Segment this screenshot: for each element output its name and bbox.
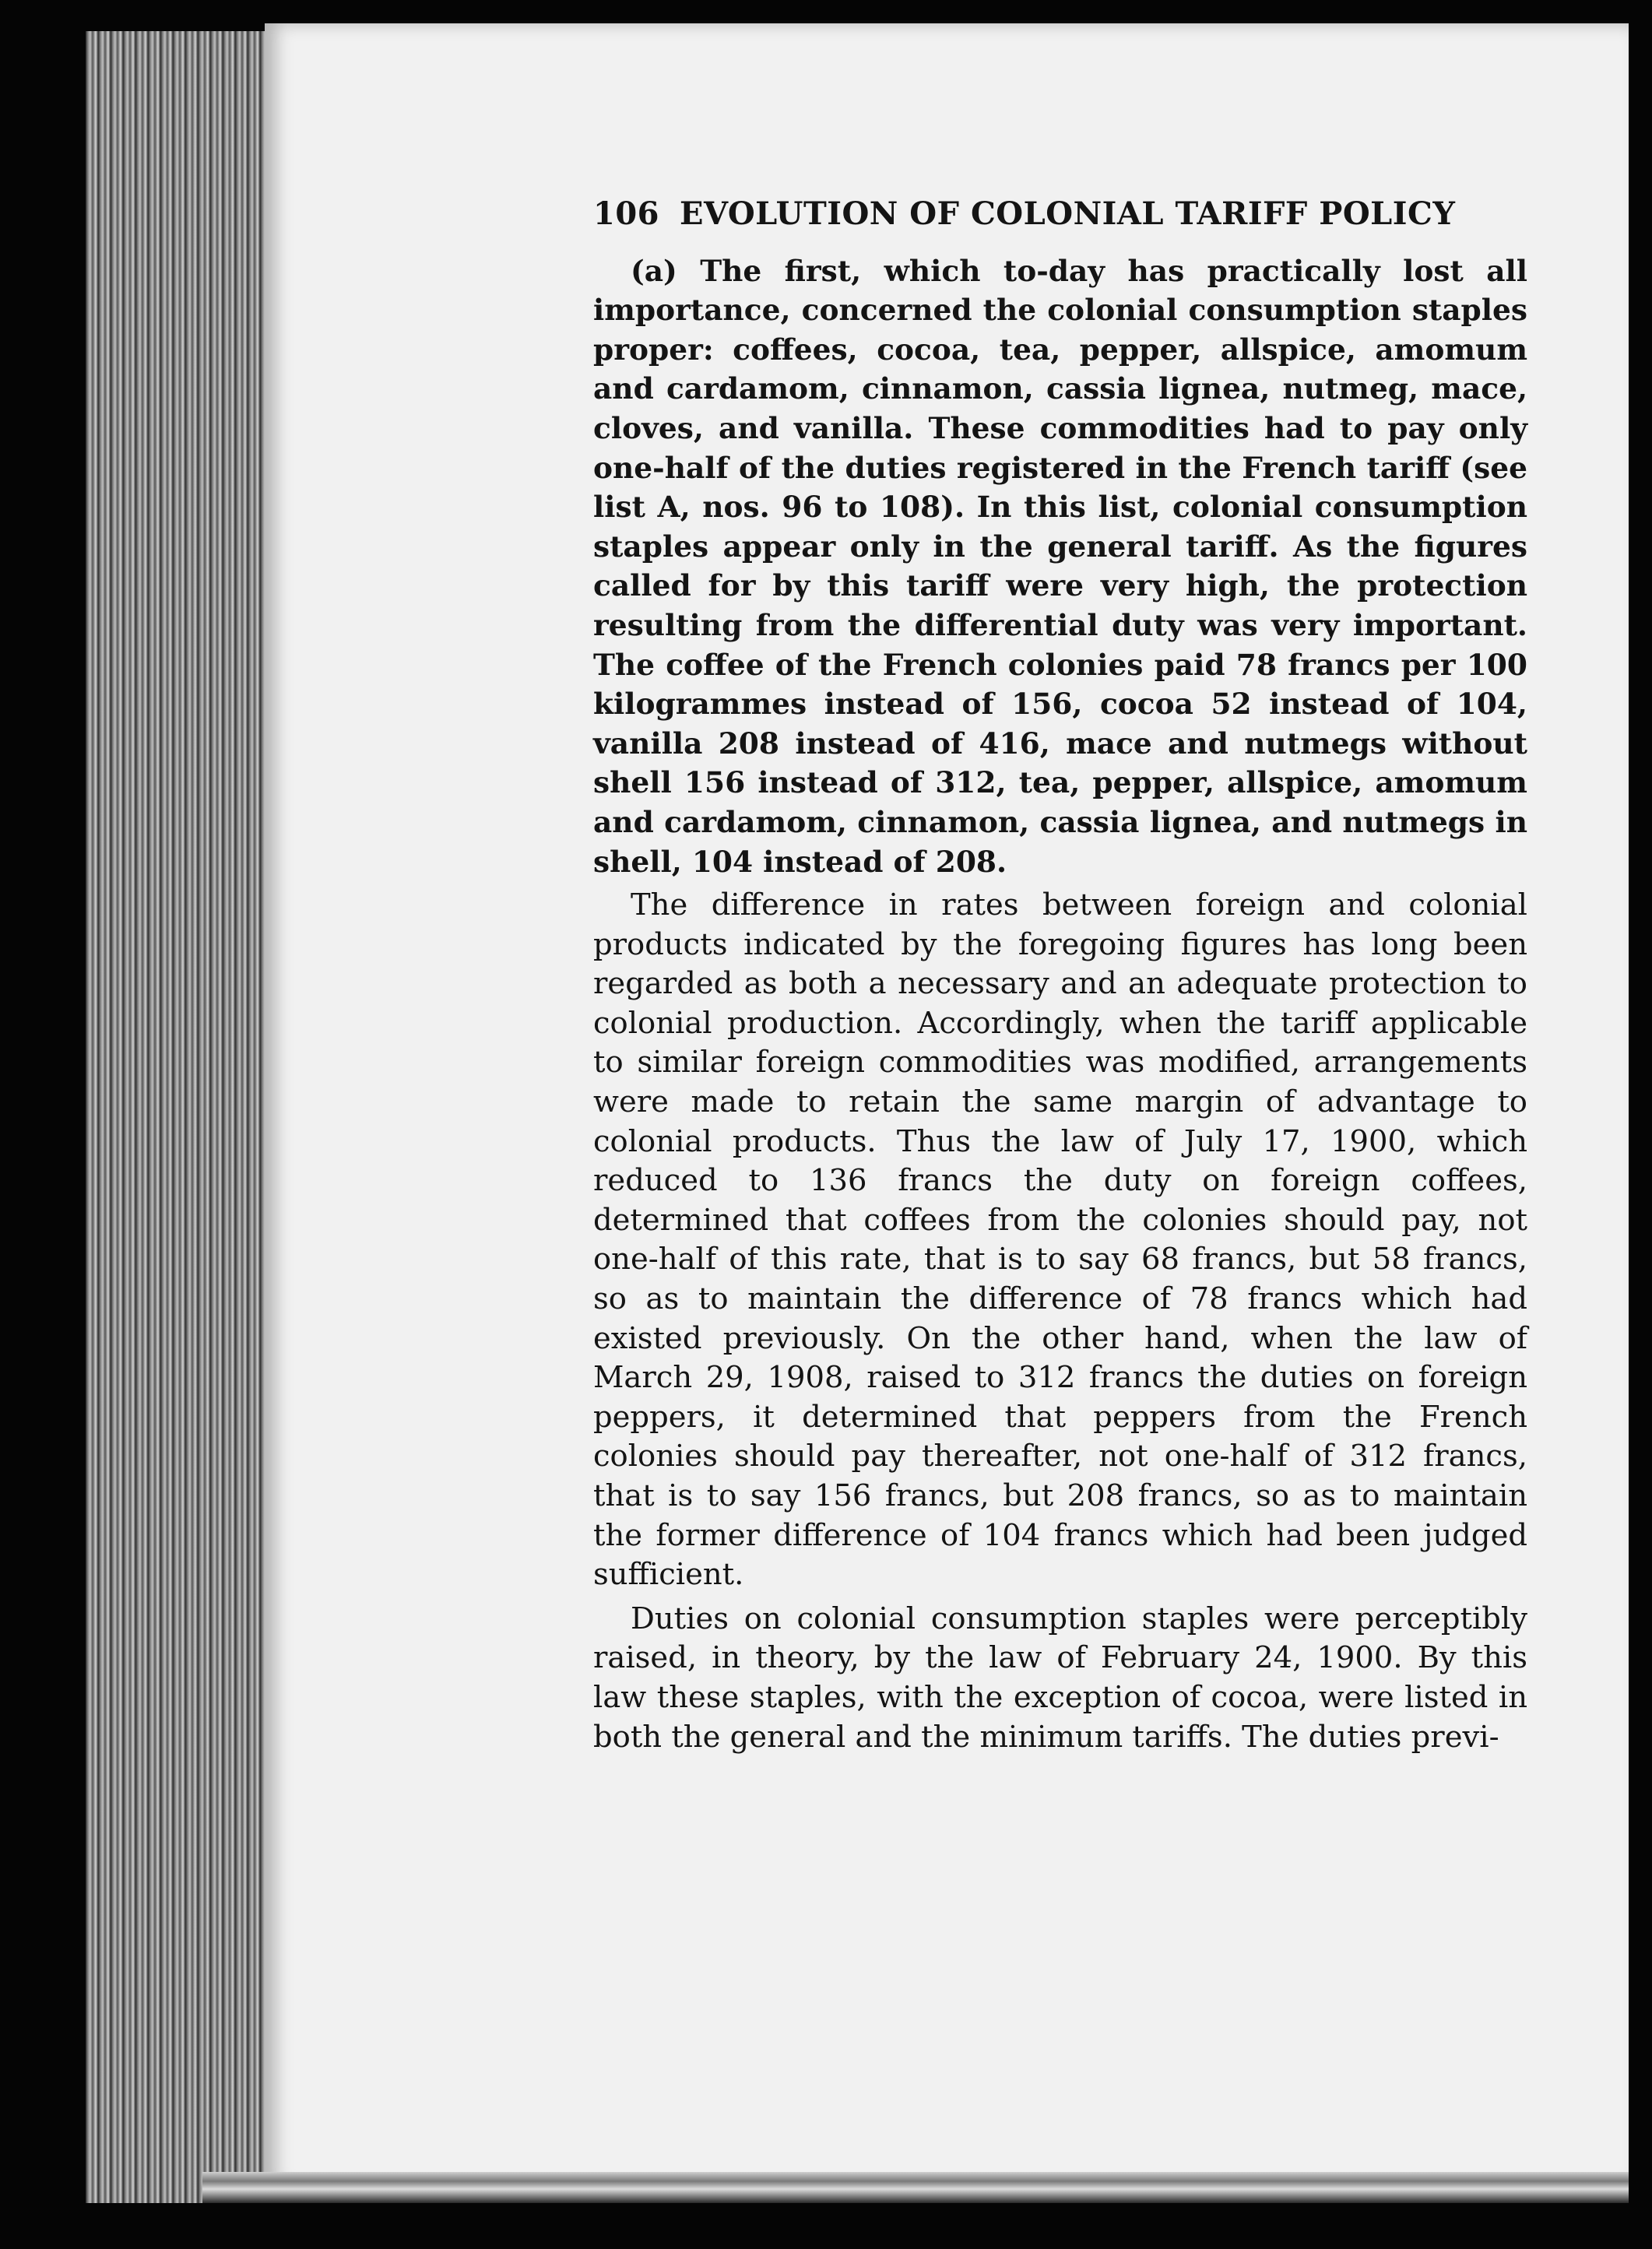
paragraph-rate-difference: The difference in rates between foreign and colonial products indicated by the foregoing figures has long been regarded as both a necessary and an adequate protection to colonial production. Accordingly, when the tariff applicable to similar foreign commodities was modified, arrangements were made to retain the same margin of advantage to colonial products. Thus the law of July 17, 1900, which reduced to 136 francs the duty on foreign coffees, determined that coffees from the colonies should pay, not one-half of this rate, that is to say 68 francs, but 58 francs, so as to maintain the difference of 78 francs which had existed previously. On the other hand, when the law of March 29, 1908, raised to 312 francs the duties on foreign peppers, it determined that peppers from the French colonies should pay thereafter, not one-half of 312 francs, that is to say 156 francs, but 208 francs, so as to maintain the former difference of 104 francs which had been judged sufficient.: [593, 887, 1527, 1593]
paragraph-a: (a) The first, which to-day has practically lost all importance, concerned the colonial consumption staples proper: coffees, cocoa, tea, pepper, allspice, amomum and cardamom, cinnamon, cassia lignea, nutmeg, mace, cloves, and vanilla. These commodities had to pay only one-half of the duties registered in the French tariff (see list A, nos. 96 to 108). In this list, colonial consumption staples appear only in the general tariff. As the figures called for by this tariff were very high, the protection resulting from the differential duty was very important. The coffee of the French colonies paid 78 francs per 100 kilogrammes instead of 156, cocoa 52 instead of 104, vanilla 208 instead of 416, mace and nutmegs without shell 156 instead of 312, tea, pepper, allspice, amomum and cardamom, cinnamon, cassia lignea, and nutmegs in shell, 104 instead of 208.: [593, 253, 1527, 879]
book-bottom-edge: [202, 2172, 1629, 2203]
running-head: [593, 195, 1527, 234]
page-number: 106: [593, 195, 659, 232]
paragraph-duties: Duties on colonial consumption staples were perceptibly raised, in theory, by the law of February 24, 1900. By this law these staples, with the exception of cocoa, were listed in both the general and the minimum tariffs. The duties previ-: [593, 1601, 1527, 1755]
running-title: EVOLUTION OF COLONIAL TARIFF POLICY: [680, 195, 1456, 232]
page-text-block: [593, 195, 1527, 1757]
book-page-edges: [86, 31, 288, 2203]
